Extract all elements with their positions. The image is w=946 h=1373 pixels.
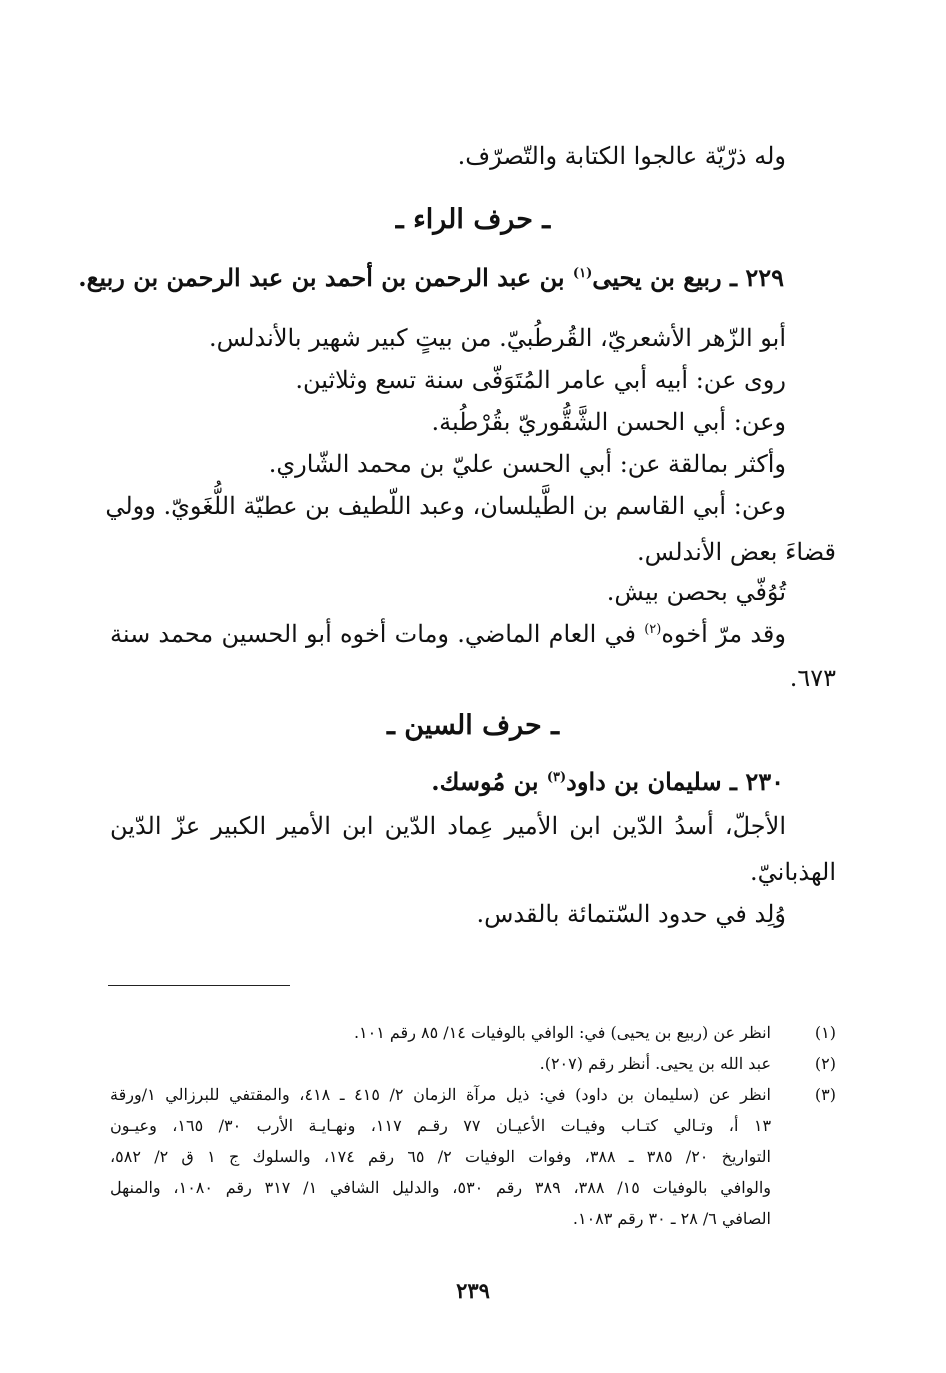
text-line: روى عن: أبيه أبي عامر المُتَوَفّى سنة تسع وثلاثين. xyxy=(295,366,786,394)
text-line-justified xyxy=(110,618,786,650)
footnote-text-3-line: انظر عن (سليمان بن داود) في: ذيل مرآة الزمان ٢/ ٤١٥ ـ ٤١٨، والمقتفي للبرزالي ١/ورقة xyxy=(110,1085,772,1104)
text-fragment: في العام الماضي. ومات أخوه أبو الحسين محمد سنة xyxy=(110,620,645,648)
footnote-text-1: انظر عن (ربيع بن يحيى) في: الوافي بالوفيات ١٤/ ٨٥ رقم ١٠١. xyxy=(353,1023,771,1042)
footnote-text-3-line: ١٣ أ، وتـالي كتـاب وفيـات الأعيـان ٧٧ رقـم ١١٧، ونهـايـة الأرب ٣٠/ ١٦٥، وعيـون xyxy=(110,1116,772,1135)
footnote-number-3: (٣) xyxy=(814,1085,836,1104)
footnote-separator xyxy=(108,985,290,986)
entry-230-heading xyxy=(431,766,784,798)
entry-229-lineage: بن عبد الرحمن بن أحمد بن عبد الرحمن بن ربيع. xyxy=(78,263,573,292)
text-line: وعن: أبي الحسن الشَّقُّوريّ بقُرْطُبة. xyxy=(431,408,786,436)
entry-229-name: ٢٢٩ ـ ربيع بن يحيى xyxy=(592,263,784,292)
footnote-text-3-line: والوافي بالوفيات ١٥/ ٣٨٨، ٣٨٩ رقم ٥٣٠، والدليل الشافي ١/ ٣١٧ رقم ١٠٨٠، والمنهل xyxy=(110,1178,772,1197)
text-fragment: وقد مرّ أخوه xyxy=(661,620,786,648)
text-line-justified: وعن: أبي القاسم بن الطَّيلسان، وعبد اللّطيف بن عطيّة اللُّغَويّ. وولي xyxy=(105,492,786,520)
entry-230-lineage: بن مُوسك. xyxy=(431,767,547,796)
entry-229-heading xyxy=(78,262,784,294)
text-line-justified: الأجلّ، أسدُ الدّين ابن الأمير عِماد الدّين ابن الأمير الكبير عزّ الدّين xyxy=(110,812,786,840)
footnote-text-3-line: التواريخ ٢٠/ ٣٨٥ ـ ٣٨٨، وفوات الوفيات ٢/ ٦٥ رقم ١٧٤، والسلوك ج ١ ق ٢/ ٥٨٢، xyxy=(110,1147,772,1166)
footnote-ref-2[interactable]: (٢) xyxy=(644,622,662,637)
text-line: تُوُفّي بحصن بيش. xyxy=(606,578,786,606)
text-line-continuation: ٦٧٣. xyxy=(789,664,836,692)
text-line-continuation: الهذبانيّ. xyxy=(750,858,836,886)
text-line: وُلِد في حدود السّتمائة بالقدس. xyxy=(476,900,786,928)
footnote-text-2: عبد الله بن يحيى. أنظر رقم (٢٠٧). xyxy=(539,1054,771,1073)
footnote-number-2: (٢) xyxy=(814,1054,836,1073)
text-line: أبو الزّهر الأشعريّ، القُرطُبيّ. من بيتٍ كبير شهير بالأندلس. xyxy=(209,324,786,352)
section-heading-ra: ـ حرف الراء ـ xyxy=(395,204,551,235)
footnote-ref-1[interactable]: (١) xyxy=(572,266,593,281)
entry-230-name: ٢٣٠ ـ سليمان بن داود xyxy=(566,767,784,796)
footnote-ref-3[interactable]: (٣) xyxy=(546,770,567,785)
page-number: ٢٣٩ xyxy=(456,1278,490,1303)
footnote-number-1: (١) xyxy=(814,1023,836,1042)
text-line-continuation: قضاءَ بعض الأندلس. xyxy=(637,538,836,566)
footnote-text-3-line: الصافي ٦/ ٢٨ ـ ٣٠ رقم ١٠٨٣. xyxy=(572,1209,771,1228)
text-line: وأكثر بمالقة عن: أبي الحسن عليّ بن محمد الشّاري. xyxy=(268,450,786,478)
text-line-closing: وله ذرّيّة عالجوا الكتابة والتّصرّف. xyxy=(457,142,786,170)
section-heading-sin: ـ حرف السين ـ xyxy=(386,710,560,741)
